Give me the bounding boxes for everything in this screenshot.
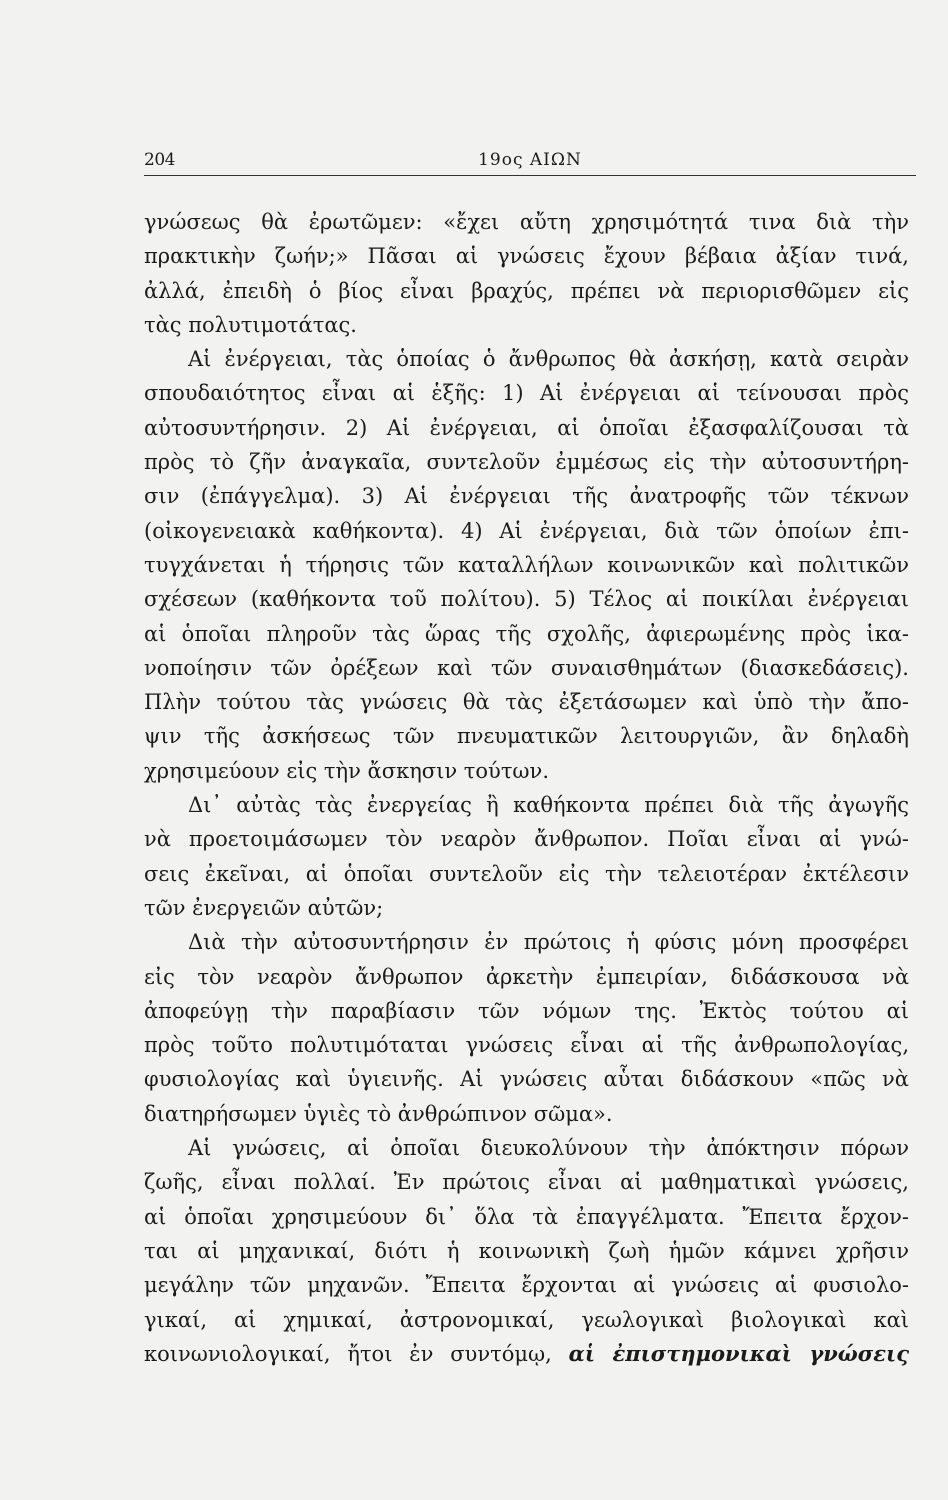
- text-line-content: διατηρήσωμεν ὑγιὲς τὸ ἀνθρώπινον σῶμα».: [144, 1101, 613, 1126]
- text-line-content: σεις ἐκεῖναι, αἱ ὁποῖαι συντελοῦν εἰς τὴν τελειοτέραν ἐκτέλεσιν: [144, 861, 909, 886]
- text-line-content: κοινωνιολογικαί, ἤτοι ἐν συντόμῳ,: [144, 1341, 569, 1366]
- text-line-content: σχέσεων (καθήκοντα τοῦ πολίτου). 5) Τέλος αἱ ποικίλαι ἐνέργειαι: [144, 587, 909, 612]
- text-line: [144, 274, 909, 308]
- text-line-content: πρακτικὴν ζωήν;» Πᾶσαι αἱ γνώσεις ἔχουν βέβαια ἀξίαν τινά,: [144, 244, 909, 269]
- text-line-content: πρὸς τὸ ζῆν ἀναγκαῖα, συντελοῦν ἐμμέσως εἰς τὴν αὐτοσυντήρη-: [144, 450, 909, 475]
- text-line: [144, 994, 909, 1028]
- text-line-content: Δι᾽ αὐτὰς τὰς ἐνεργείας ἢ καθήκοντα πρέπει διὰ τῆς ἀγωγῆς: [188, 793, 909, 818]
- text-line-content: τυγχάνεται ἡ τήρησις τῶν καταλλήλων κοινωνικῶν καὶ πολιτικῶν: [144, 552, 909, 577]
- text-line: [144, 1165, 909, 1199]
- text-line-content: (οἰκογενειακὰ καθήκοντα). 4) Αἱ ἐνέργειαι, διὰ τῶν ὁποίων ἐπι-: [144, 518, 909, 543]
- text-line: [144, 857, 909, 891]
- text-line: [144, 514, 909, 548]
- text-line: [144, 411, 909, 445]
- text-line-content: Πλὴν τούτου τὰς γνώσεις θὰ τὰς ἐξετάσωμεν καὶ ὑπὸ τὴν ἄπο-: [144, 690, 909, 715]
- text-line: [144, 205, 909, 239]
- text-line-content: τὰς πολυτιμοτάτας.: [144, 312, 357, 337]
- page-number: 204: [144, 150, 175, 170]
- text-line: [144, 617, 909, 651]
- header-rule: [144, 175, 916, 176]
- running-head: 19ος ΑΙΩΝ: [478, 150, 582, 170]
- text-line-content: Αἱ γνώσεις, αἱ ὁποῖαι διευκολύνουν τὴν ἀπόκτησιν πόρων: [188, 1136, 909, 1161]
- text-line-content: εἰς τὸν νεαρὸν ἄνθρωπον ἀρκετὴν ἐμπειρίαν, διδάσκουσα νὰ: [144, 964, 909, 989]
- text-line: [144, 1200, 909, 1234]
- text-line-content: αὐτοσυντήρησιν. 2) Αἱ ἐνέργειαι, αἱ ὁποῖαι ἐξασφαλίζουσαι τὰ: [144, 415, 909, 440]
- text-line-content: μεγάλην τῶν μηχανῶν. Ἔπειτα ἔρχονται αἱ γνώσεις αἱ φυσιολο-: [144, 1273, 909, 1298]
- text-line-content: πρὸς τοῦτο πολυτιμόταται γνώσεις εἶναι αἱ τῆς ἀνθρωπολογίας,: [144, 1033, 909, 1058]
- text-line-content: τῶν ἐνεργειῶν αὐτῶν;: [144, 895, 384, 920]
- text-line: [144, 548, 909, 582]
- text-line-content: ζωῆς, εἶναι πολλαί. Ἐν πρώτοις εἶναι αἱ μαθηματικαὶ γνώσεις,: [144, 1170, 909, 1195]
- text-line: [144, 788, 909, 822]
- text-line: [144, 582, 909, 616]
- text-line-content: σπουδαιότητος εἶναι αἱ ἑξῆς: 1) Αἱ ἐνέργειαι αἱ τείνουσαι πρὸς: [144, 381, 909, 406]
- text-line: [144, 1268, 909, 1302]
- text-line: [144, 651, 909, 685]
- text-line: [144, 308, 909, 342]
- text-line-content: ἀποφεύγῃ τὴν παραβίασιν τῶν νόμων της. Ἐκτὸς τούτου αἱ: [144, 998, 909, 1023]
- text-line: [144, 342, 909, 376]
- text-line-content: φυσιολογίας καὶ ὑγιεινῆς. Αἱ γνώσεις αὗται διδάσκουν «πῶς νὰ: [144, 1067, 909, 1092]
- text-line-content: ἀλλά, ἐπειδὴ ὁ βίος εἶναι βραχύς, πρέπει νὰ περιορισθῶμεν εἰς: [144, 278, 909, 303]
- page-header: [144, 150, 916, 174]
- text-line-content: Αἱ ἐνέργειαι, τὰς ὁποίας ὁ ἄνθρωπος θὰ ἀσκήσῃ, κατὰ σειρὰν: [188, 347, 909, 372]
- text-line: [144, 239, 909, 273]
- text-line: [144, 1131, 909, 1165]
- text-line: [144, 960, 909, 994]
- text-line: [144, 376, 909, 410]
- body-text: [144, 205, 909, 1371]
- text-line-content: σιν (ἐπάγγελμα). 3) Αἱ ἐνέργειαι τῆς ἀνατροφῆς τῶν τέκνων: [144, 484, 909, 509]
- text-line: [144, 1062, 909, 1096]
- text-line-content: χρησιμεύουν εἰς τὴν ἄσκησιν τούτων.: [144, 758, 549, 783]
- text-line-content: ψιν τῆς ἀσκήσεως τῶν πνευματικῶν λειτουργιῶν, ἂν δηλαδὴ: [144, 724, 909, 749]
- text-line: [144, 445, 909, 479]
- text-line: [144, 685, 909, 719]
- text-line: [144, 1097, 909, 1131]
- text-line-content: Διὰ τὴν αὐτοσυντήρησιν ἐν πρώτοις ἡ φύσις μόνη προσφέρει: [188, 930, 909, 955]
- text-line-content: αἱ ὁποῖαι χρησιμεύουν δι᾽ ὅλα τὰ ἐπαγγέλματα. Ἔπειτα ἔρχον-: [144, 1204, 909, 1229]
- emphasized-phrase: αἱ ἐπιστημονικαὶ γνώσεις: [568, 1340, 909, 1366]
- text-line: [144, 1303, 909, 1337]
- text-line: [144, 822, 909, 856]
- text-line: [144, 719, 909, 753]
- text-line: [144, 754, 909, 788]
- text-line: [144, 1028, 909, 1062]
- text-line: [144, 479, 909, 513]
- text-line-content: νοποίησιν τῶν ὀρέξεων καὶ τῶν συναισθημάτων (διασκεδάσεις).: [144, 655, 909, 680]
- text-line-content: νὰ προετοιμάσωμεν τὸν νεαρὸν ἄνθρωπον. Ποῖαι εἶναι αἱ γνώ-: [144, 827, 909, 852]
- text-line-content: αἱ ὁποῖαι πληροῦν τὰς ὥρας τῆς σχολῆς, ἀφιερωμένης πρὸς ἱκα-: [144, 621, 909, 646]
- text-line-content: γικαί, αἱ χημικαί, ἀστρονομικαί, γεωλογικαὶ βιολογικαὶ καὶ: [144, 1307, 909, 1332]
- text-line-content: γνώσεως θὰ ἐρωτῶμεν: «ἔχει αὔτη χρησιμότητά τινα διὰ τὴν: [144, 210, 909, 234]
- text-line-content: ται αἱ μηχανικαί, διότι ἡ κοινωνικὴ ζωὴ ἡμῶν κάμνει χρῆσιν: [144, 1238, 909, 1263]
- text-line: [144, 1337, 909, 1371]
- text-line: [144, 1234, 909, 1268]
- text-line: [144, 925, 909, 959]
- text-line: [144, 891, 909, 925]
